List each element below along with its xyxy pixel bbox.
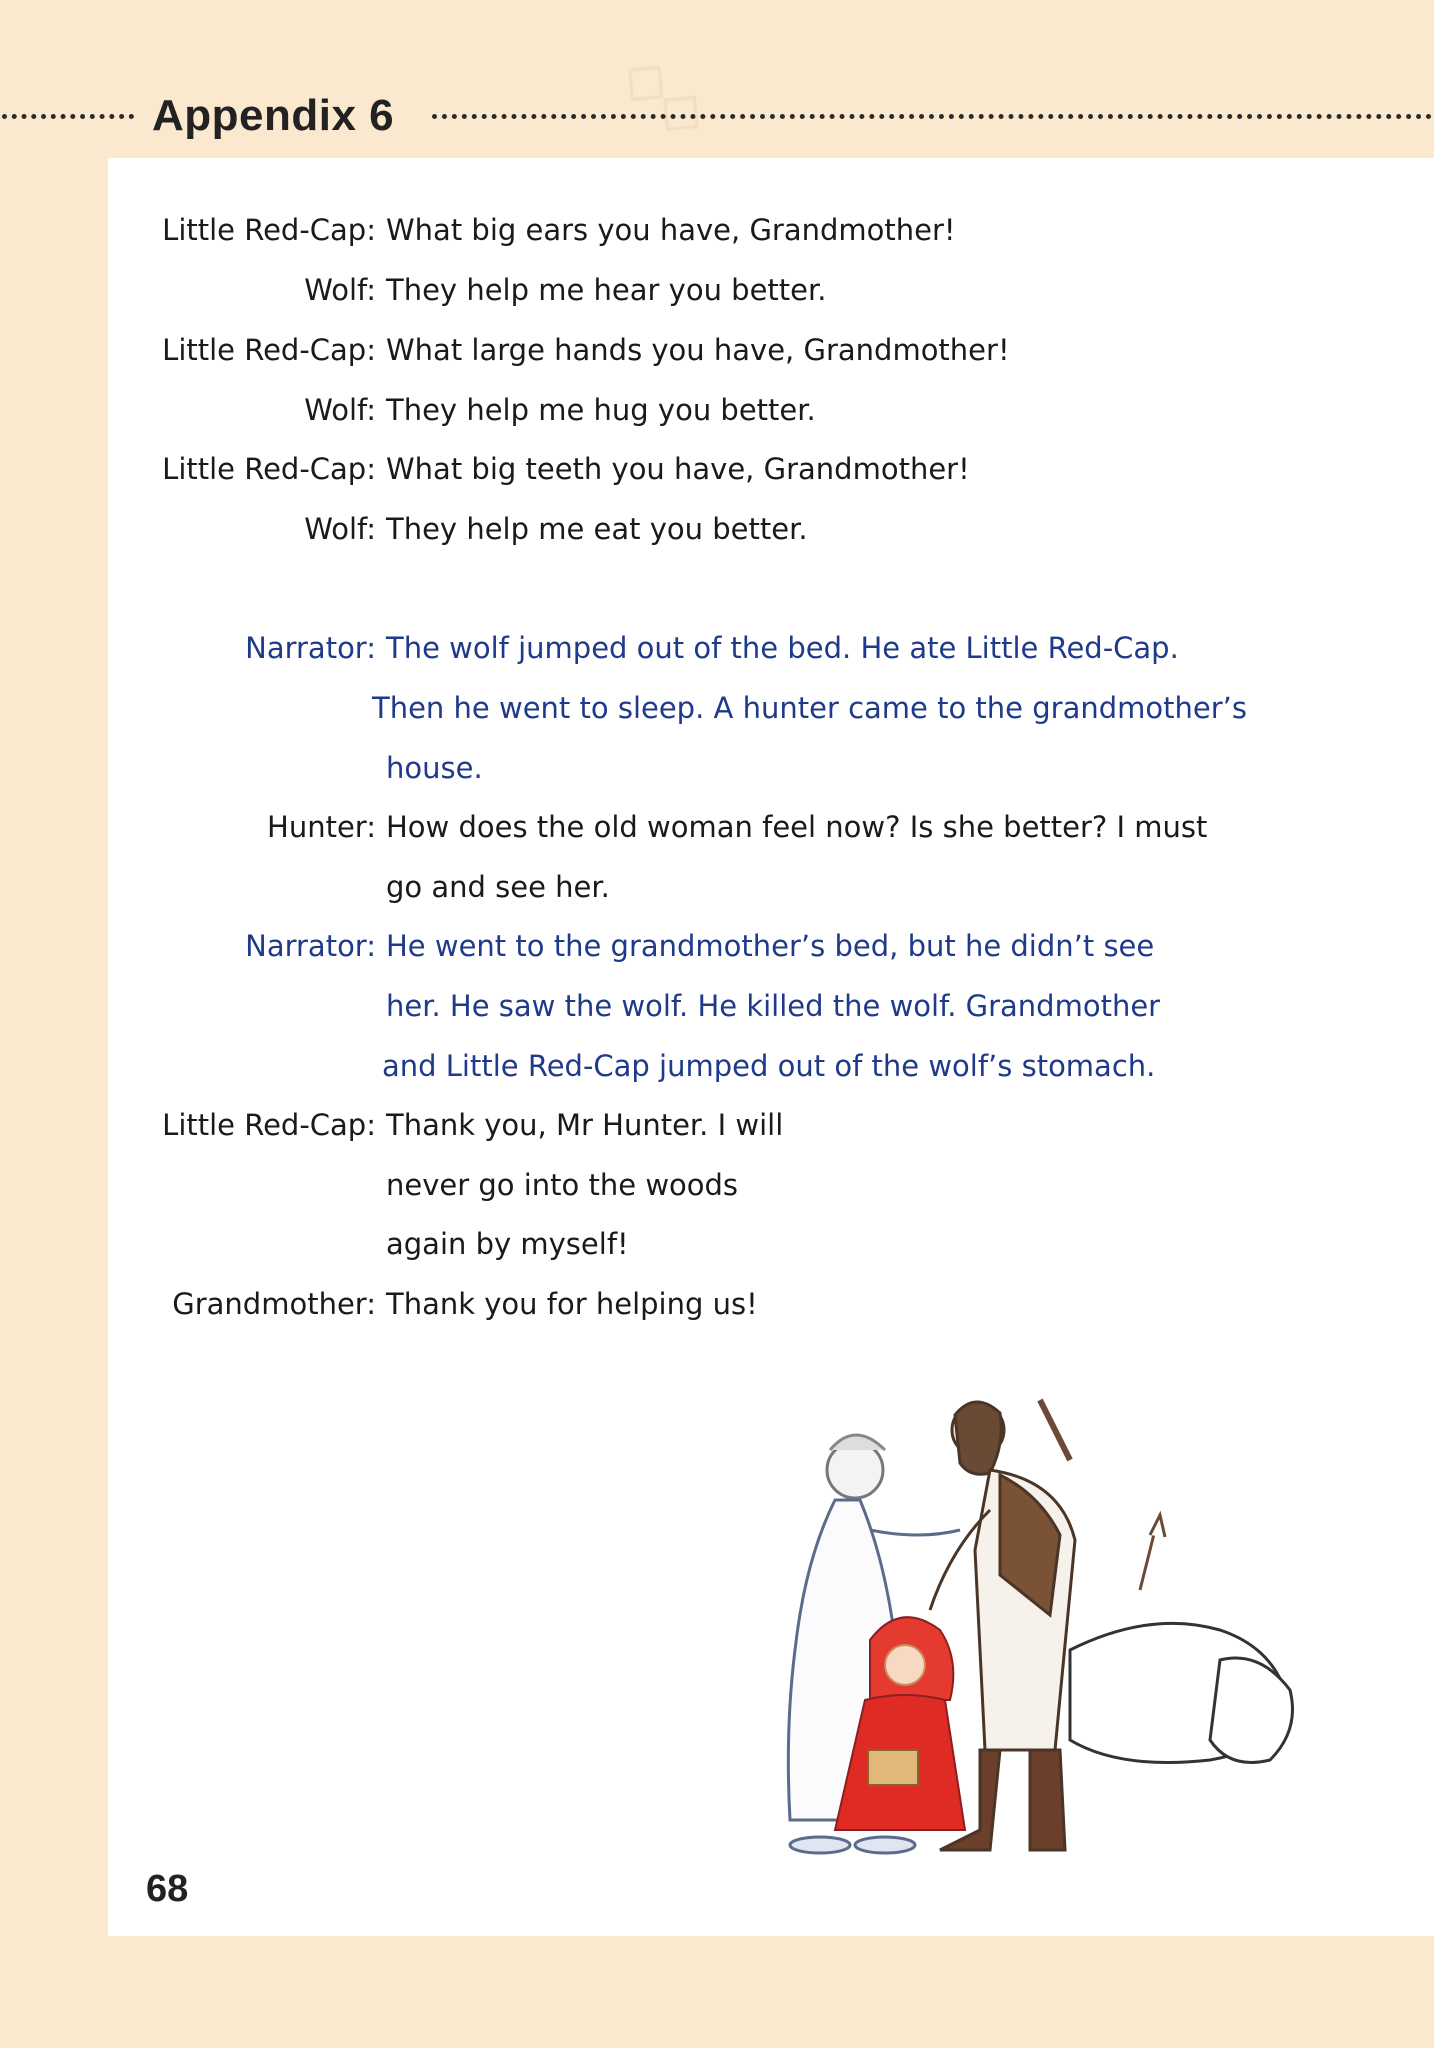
speaker-label: Narrator: — [245, 631, 376, 665]
line-text: Then he went to sleep. A hunter came to the grandmother’s — [372, 691, 1247, 725]
speaker-label: Hunter: — [267, 810, 376, 844]
line-text: again by myself! — [386, 1227, 629, 1261]
line-text: What big ears you have, Grandmother! — [386, 213, 956, 247]
line-text: and Little Red-Cap jumped out of the wolf’s stomach. — [382, 1049, 1156, 1083]
story-illustration — [700, 1390, 1380, 1870]
line-text: What big teeth you have, Grandmother! — [386, 452, 970, 486]
line-text: He went to the grandmother’s bed, but he didn’t see — [386, 929, 1155, 963]
line-text: How does the old woman feel now? Is she better? I must — [386, 810, 1208, 844]
line-text: They help me eat you better. — [386, 512, 808, 546]
speaker-label: Wolf: — [304, 512, 376, 546]
header-dotted-rule-right — [432, 114, 1432, 119]
speaker-label: Grandmother: — [172, 1287, 376, 1321]
line-text: Thank you for helping us! — [386, 1287, 758, 1321]
speaker-label: Wolf: — [304, 273, 376, 307]
line-text: They help me hug you better. — [386, 393, 816, 427]
line-text: go and see her. — [386, 870, 610, 904]
speaker-label: Wolf: — [304, 393, 376, 427]
speaker-label: Narrator: — [245, 929, 376, 963]
line-text: never go into the woods — [386, 1168, 739, 1202]
line-text: house. — [386, 751, 483, 785]
page-number: 68 — [146, 1868, 189, 1910]
watermark: ◇◇ — [608, 38, 724, 152]
line-text: The wolf jumped out of the bed. He ate Little Red-Cap. — [386, 631, 1179, 665]
appendix-header — [0, 88, 1434, 148]
speaker-label: Little Red-Cap: — [162, 452, 376, 486]
wolf-figure — [1070, 1515, 1293, 1763]
page-title: Appendix 6 — [152, 91, 395, 140]
speaker-label: Little Red-Cap: — [162, 1108, 376, 1142]
speaker-label: Little Red-Cap: — [162, 333, 376, 367]
header-dotted-rule-left — [2, 114, 134, 119]
speaker-label: Little Red-Cap: — [162, 213, 376, 247]
line-text: What large hands you have, Grandmother! — [386, 333, 1010, 367]
line-text: They help me hear you better. — [386, 273, 827, 307]
line-text: Thank you, Mr Hunter. I will — [386, 1108, 784, 1142]
line-text: her. He saw the wolf. He killed the wolf. Grandmother — [386, 989, 1161, 1023]
